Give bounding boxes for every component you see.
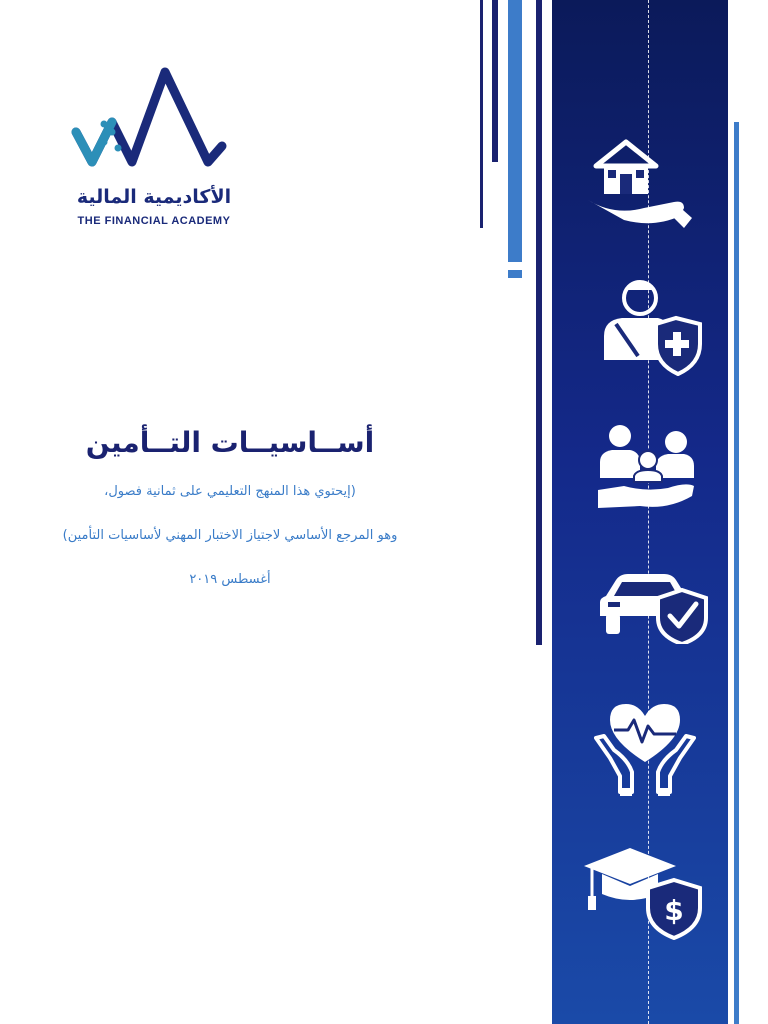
decor-bar-3b [508,270,522,278]
car-insurance-icon [596,572,710,644]
education-insurance-icon [582,846,706,940]
decor-bar-2 [492,0,498,162]
health-insurance-icon [598,276,712,376]
logo-english-name: THE FINANCIAL ACADEMY [77,215,231,227]
family-insurance-icon [596,422,696,514]
decor-bar-3 [508,0,522,262]
decor-bar-right [734,122,739,1024]
decor-bar-1 [480,0,483,228]
life-insurance-icon [590,700,700,800]
decor-bar-4 [536,0,542,645]
cover-date: أغسطس ٢٠١٩ [189,572,271,587]
svg-text:$: $ [664,894,684,927]
logo-arabic-name: الأكاديمية المالية [76,186,232,208]
cover-description-line-1: (إيحتوي هذا المنهج التعليمي على ثمانية فصول، [104,484,356,499]
house-insurance-icon [584,136,698,232]
cover-description-line-2: وهو المرجع الأساسي لاجتياز الاختبار المهني لأساسيات التأمين) [62,528,398,543]
cover-title: أســاسيــات التــأمين [85,426,375,459]
